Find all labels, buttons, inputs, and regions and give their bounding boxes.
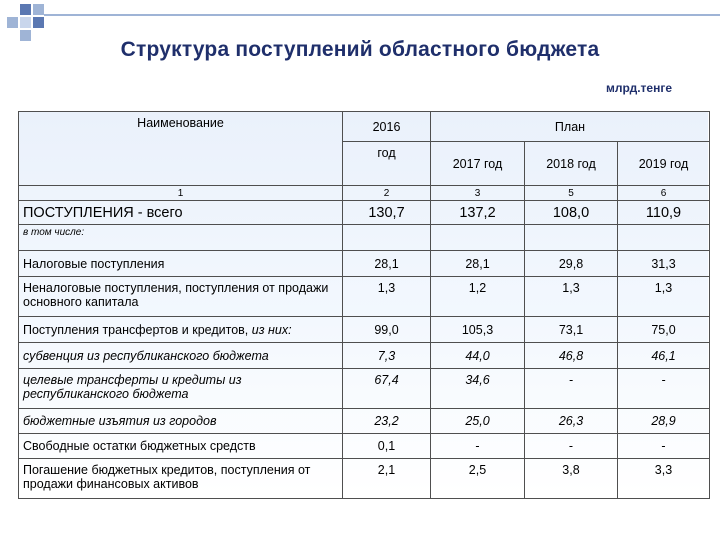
header-2016-top: 2016 — [343, 112, 431, 142]
row-value-2016: 2,1 — [343, 459, 431, 499]
row-value-2019: 75,0 — [618, 317, 710, 343]
header-2017: 2017 год — [431, 142, 525, 186]
row-label: Неналоговые поступления, поступления от продажи основного капитала — [19, 277, 343, 317]
row-value-2018: 1,3 — [525, 277, 618, 317]
row-value-2016: 23,2 — [343, 409, 431, 434]
header-name: Наименование — [19, 112, 343, 186]
including-row — [19, 225, 710, 251]
row-value-2018: 29,8 — [525, 251, 618, 277]
row-value-2016: 28,1 — [343, 251, 431, 277]
row-value-2016: 7,3 — [343, 343, 431, 369]
table-row — [19, 277, 710, 317]
table-row — [19, 459, 710, 499]
total-2018: 108,0 — [525, 201, 618, 225]
row-label: Свободные остатки бюджетных средств — [19, 434, 343, 459]
column-number: 2 — [343, 186, 431, 201]
row-label-suffix: из них: — [251, 322, 292, 337]
total-label: ПОСТУПЛЕНИЯ - всего — [19, 201, 343, 225]
row-label: бюджетные изъятия из городов — [19, 409, 343, 434]
page-title: Структура поступлений областного бюджета — [120, 38, 600, 61]
table-row — [19, 317, 710, 343]
column-number: 5 — [525, 186, 618, 201]
row-label: Налоговые поступления — [19, 251, 343, 277]
header-2016-bottom: год — [343, 142, 431, 186]
row-label: субвенция из республиканского бюджета — [19, 343, 343, 369]
table-row — [19, 409, 710, 434]
row-value-2016: 67,4 — [343, 369, 431, 409]
row-value-2019: - — [618, 369, 710, 409]
row-value-2016: 99,0 — [343, 317, 431, 343]
column-number: 1 — [19, 186, 343, 201]
row-value-2017: 25,0 — [431, 409, 525, 434]
row-value-2016: 1,3 — [343, 277, 431, 317]
row-value-2019: 31,3 — [618, 251, 710, 277]
row-value-2017: - — [431, 434, 525, 459]
units-label: млрд.тенге — [606, 81, 672, 95]
row-value-2017: 2,5 — [431, 459, 525, 499]
including-label: в том числе: — [19, 225, 343, 251]
row-label: целевые трансферты и кредиты из республиканского бюджета — [19, 369, 343, 409]
total-2017: 137,2 — [431, 201, 525, 225]
row-value-2019: 1,3 — [618, 277, 710, 317]
column-number: 3 — [431, 186, 525, 201]
row-value-2019: 28,9 — [618, 409, 710, 434]
row-value-2019: 46,1 — [618, 343, 710, 369]
column-number-row — [19, 186, 710, 201]
row-value-2017: 28,1 — [431, 251, 525, 277]
table-row — [19, 343, 710, 369]
row-value-2018: 3,8 — [525, 459, 618, 499]
header-2019: 2019 год — [618, 142, 710, 186]
row-value-2018: - — [525, 369, 618, 409]
row-value-2018: 26,3 — [525, 409, 618, 434]
total-row — [19, 201, 710, 225]
table-row — [19, 251, 710, 277]
budget-table — [18, 111, 710, 499]
row-value-2017: 44,0 — [431, 343, 525, 369]
row-value-2016: 0,1 — [343, 434, 431, 459]
top-divider-line — [44, 14, 720, 16]
header-row-top — [19, 112, 710, 142]
total-2016: 130,7 — [343, 201, 431, 225]
row-label — [19, 317, 343, 343]
table-row — [19, 434, 710, 459]
row-label-text: Поступления трансфертов и кредитов, — [23, 322, 249, 337]
row-value-2018: - — [525, 434, 618, 459]
table-row — [19, 369, 710, 409]
row-value-2019: 3,3 — [618, 459, 710, 499]
header-2018: 2018 год — [525, 142, 618, 186]
row-label: Погашение бюджетных кредитов, поступления от продажи финансовых активов — [19, 459, 343, 499]
row-value-2018: 73,1 — [525, 317, 618, 343]
row-value-2017: 34,6 — [431, 369, 525, 409]
total-2019: 110,9 — [618, 201, 710, 225]
column-number: 6 — [618, 186, 710, 201]
header-plan: План — [431, 112, 710, 142]
row-value-2019: - — [618, 434, 710, 459]
row-value-2017: 1,2 — [431, 277, 525, 317]
row-value-2018: 46,8 — [525, 343, 618, 369]
row-value-2017: 105,3 — [431, 317, 525, 343]
